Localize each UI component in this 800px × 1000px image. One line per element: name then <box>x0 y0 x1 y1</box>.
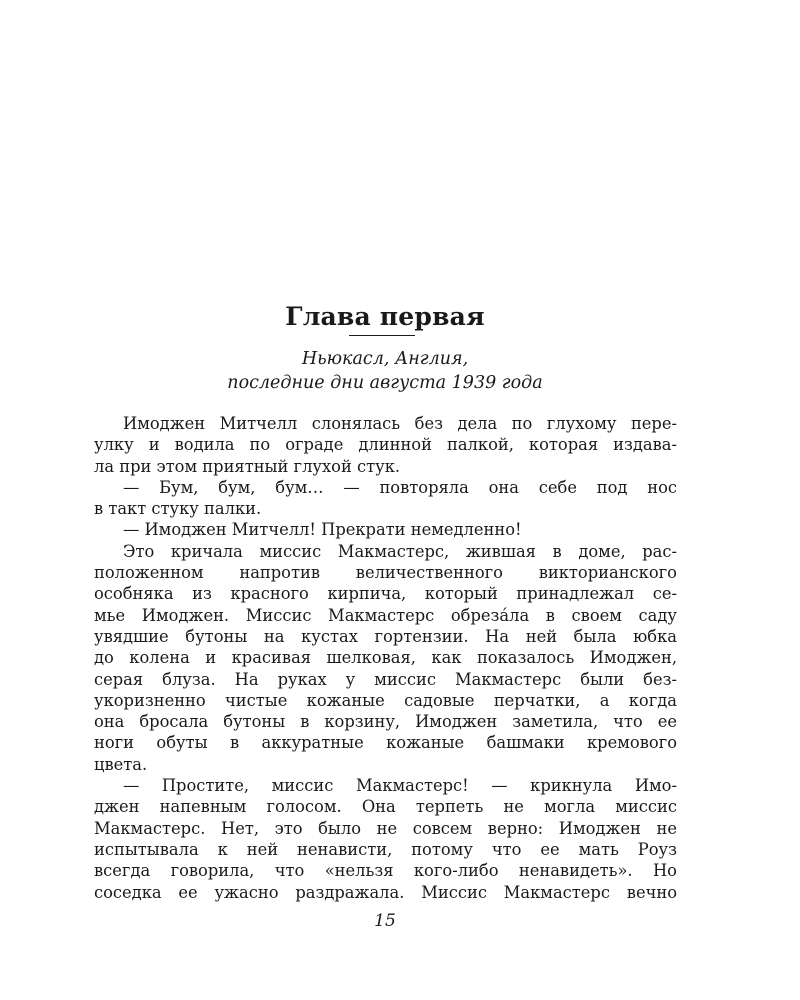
body-line: особняка из красного кирпича, который принадлежал се- <box>94 584 677 604</box>
body-line: — Имоджен Митчелл! Прекрати немедленно! <box>123 520 522 540</box>
subtitle-line: последние дни августа 1939 года <box>227 373 543 393</box>
title-underline <box>349 335 415 336</box>
body-line: в такт стуку палки. <box>94 499 262 519</box>
body-line: джен напевным голосом. Она терпеть не могла миссис <box>94 797 677 817</box>
body-line: соседка ее ужасно раздражала. Миссис Макмастерс вечно <box>94 882 677 902</box>
body-line: укоризненно чистые кожаные садовые перчатки, а когда <box>94 690 677 710</box>
body-line: мье Имоджен. Миссис Макмастерс обреза́ла в своем саду <box>94 605 677 625</box>
chapter-title: Глава первая <box>285 302 485 331</box>
body-line: до колена и красивая шелковая, как показалось Имоджен, <box>94 648 677 668</box>
body-line: серая блуза. На руках у миссис Макмастерс были без- <box>94 669 677 689</box>
body-line: Имоджен Митчелл слонялась без дела по глухому пере- <box>123 414 677 433</box>
body-line: улку и водила по ограде длинной палкой, которая издава- <box>94 435 677 455</box>
body-line: — Простите, миссис Макмастерс! — крикнула Имо- <box>123 776 677 796</box>
body-text <box>94 413 677 903</box>
body-line: положенном напротив величественного викторианского <box>94 563 677 583</box>
body-line: испытывала к ней ненависти, потому что ее мать Роуз <box>94 839 677 859</box>
chapter-subtitle <box>0 347 770 395</box>
body-line: Это кричала миссис Макмастерс, жившая в доме, рас- <box>123 541 677 561</box>
body-line: увядшие бутоны на кустах гортензии. На ней была юбка <box>94 626 677 646</box>
page-number: 15 <box>374 911 396 931</box>
body-line: — Бум, бум, бум… — повторяла она себе под нос <box>123 477 677 497</box>
body-line: ноги обуты в аккуратные кожаные башмаки кремового <box>94 733 677 753</box>
body-line: она бросала бутоны в корзину, Имоджен заметила, что ее <box>94 712 677 732</box>
subtitle-line: Ньюкасл, Англия, <box>301 349 469 369</box>
body-line: всегда говорила, что «нельзя кого-либо ненавидеть». Но <box>94 861 677 881</box>
body-line: ла при этом приятный глухой стук. <box>94 456 401 476</box>
body-line: Макмастерс. Нет, это было не совсем верно: Имоджен не <box>94 818 677 838</box>
body-line: цвета. <box>94 754 148 774</box>
